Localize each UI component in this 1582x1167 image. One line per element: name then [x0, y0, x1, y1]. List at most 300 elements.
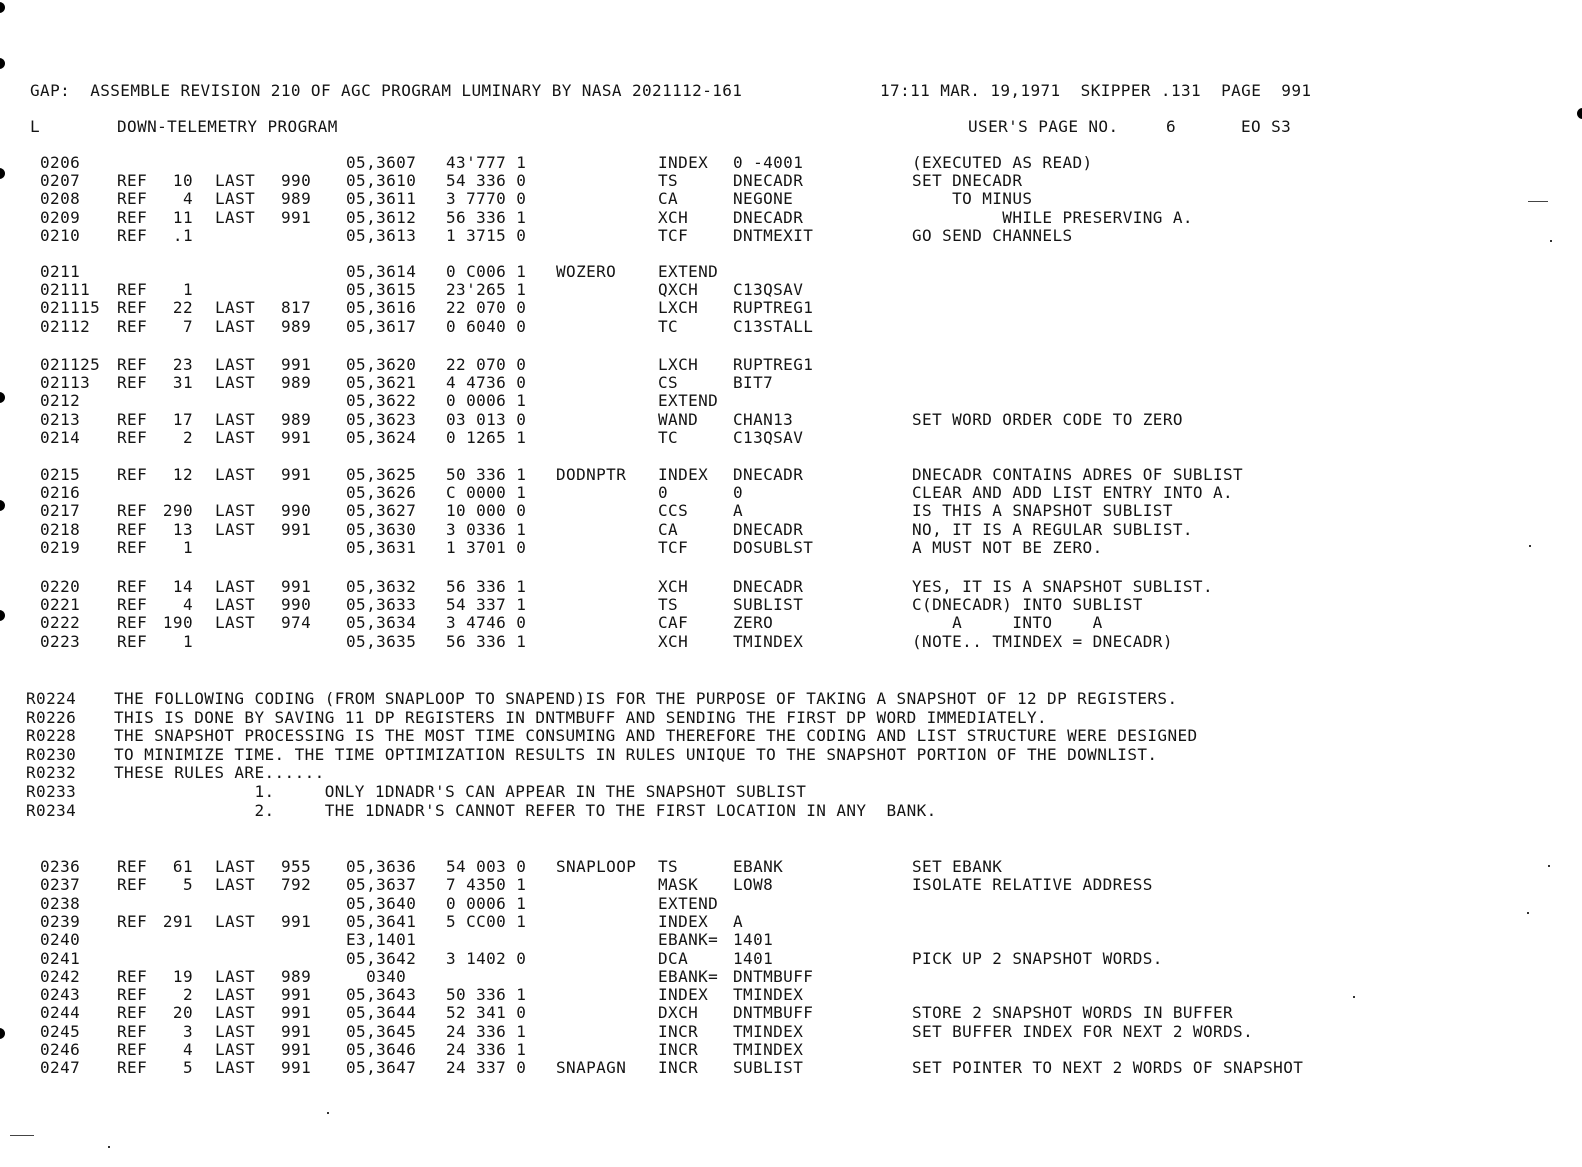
last-keyword: LAST — [215, 1058, 256, 1077]
opcode: INCR — [658, 1040, 699, 1059]
comment: SET POINTER TO NEXT 2 WORDS OF SNAPSHOT — [912, 1058, 1304, 1077]
address: 05,3610 — [346, 171, 417, 190]
opcode: XCH — [658, 208, 689, 227]
operand: CHAN13 — [733, 410, 794, 429]
ref-keyword: REF — [117, 967, 148, 986]
ref-keyword: REF — [117, 1058, 148, 1077]
ref-count: 4 — [182, 1040, 193, 1059]
opcode: INCR — [658, 1022, 699, 1041]
ref-keyword: REF — [117, 501, 148, 520]
octal-code: 1 3701 0 — [446, 538, 527, 557]
binder-hole — [0, 1028, 5, 1039]
opcode: DCA — [658, 949, 689, 968]
opcode: CCS — [658, 501, 689, 520]
last-page: 991 — [281, 428, 312, 447]
octal-code: 23'265 1 — [446, 280, 527, 299]
opcode: LXCH — [658, 355, 699, 374]
address: 05,3646 — [346, 1040, 417, 1059]
address: 05,3617 — [346, 317, 417, 336]
ref-keyword: REF — [117, 985, 148, 1004]
ref-count: 20 — [172, 1003, 193, 1022]
ref-count: 1 — [182, 280, 193, 299]
operand: DNECADR — [733, 520, 804, 539]
address: 05,3615 — [346, 280, 417, 299]
speck — [1527, 912, 1529, 914]
ref-count: 2 — [182, 428, 193, 447]
last-keyword: LAST — [215, 465, 256, 484]
octal-code: 10 000 0 — [446, 501, 527, 520]
opcode: INDEX — [658, 985, 709, 1004]
last-keyword: LAST — [215, 613, 256, 632]
last-keyword: LAST — [215, 189, 256, 208]
opcode: TS — [658, 595, 679, 614]
operand: DNECADR — [733, 171, 804, 190]
ref-keyword: REF — [117, 632, 148, 651]
operand: A — [733, 912, 744, 931]
last-keyword: LAST — [215, 595, 256, 614]
opcode: WAND — [658, 410, 699, 429]
address: 05,3633 — [346, 595, 417, 614]
ref-keyword: REF — [117, 428, 148, 447]
speck — [108, 1146, 110, 1148]
operand: RUPTREG1 — [733, 298, 814, 317]
last-keyword: LAST — [215, 1040, 256, 1059]
comment: NO, IT IS A REGULAR SUBLIST. — [912, 520, 1193, 539]
ref-count: 14 — [172, 577, 193, 596]
comment: SET BUFFER INDEX FOR NEXT 2 WORDS. — [912, 1022, 1254, 1041]
last-page: 974 — [281, 613, 312, 632]
address: 05,3624 — [346, 428, 417, 447]
address: 05,3642 — [346, 949, 417, 968]
margin-mark — [1528, 201, 1548, 202]
ref-keyword: REF — [117, 595, 148, 614]
last-keyword: LAST — [215, 857, 256, 876]
operand: BIT7 — [733, 373, 774, 392]
octal-code: 50 336 1 — [446, 465, 527, 484]
operand: C13QSAV — [733, 428, 804, 447]
octal-code: 24 336 1 — [446, 1040, 527, 1059]
operand: DNECADR — [733, 577, 804, 596]
address: 05,3622 — [346, 391, 417, 410]
opcode: XCH — [658, 632, 689, 651]
last-keyword: LAST — [215, 373, 256, 392]
address: 05,3643 — [346, 985, 417, 1004]
last-page: 991 — [281, 577, 312, 596]
address: 05,3645 — [346, 1022, 417, 1041]
last-page: 989 — [281, 373, 312, 392]
line-number: 0222 — [40, 613, 81, 632]
ref-keyword: REF — [117, 280, 148, 299]
last-keyword: LAST — [215, 208, 256, 227]
last-keyword: LAST — [215, 520, 256, 539]
remark-number: R0234 — [26, 801, 77, 820]
address: 0340 — [346, 967, 407, 986]
remark-number: R0230 — [26, 745, 77, 764]
binder-hole — [0, 168, 5, 179]
last-page: 991 — [281, 985, 312, 1004]
line-number: 0238 — [40, 894, 81, 913]
operand: C13QSAV — [733, 280, 804, 299]
comment: TO MINUS — [912, 189, 1033, 208]
operand: LOW8 — [733, 875, 774, 894]
last-page: 989 — [281, 967, 312, 986]
comment: A INTO A — [912, 613, 1103, 632]
ref-keyword: REF — [117, 410, 148, 429]
address: 05,3616 — [346, 298, 417, 317]
octal-code: 56 336 1 — [446, 577, 527, 596]
octal-code: 22 070 0 — [446, 298, 527, 317]
line-number: 0245 — [40, 1022, 81, 1041]
last-keyword: LAST — [215, 577, 256, 596]
comment: A MUST NOT BE ZERO. — [912, 538, 1103, 557]
opcode: EXTEND — [658, 262, 719, 281]
line-number: 02113 — [40, 373, 91, 392]
opcode: INDEX — [658, 153, 709, 172]
opcode: CAF — [658, 613, 689, 632]
opcode: LXCH — [658, 298, 699, 317]
operand: C13STALL — [733, 317, 814, 336]
address: 05,3607 — [346, 153, 417, 172]
remark-number: R0228 — [26, 726, 77, 745]
binder-hole — [0, 2, 5, 13]
octal-code: 0 0006 1 — [446, 894, 527, 913]
ref-keyword: REF — [117, 317, 148, 336]
header-col-l: L — [30, 117, 41, 136]
last-keyword: LAST — [215, 985, 256, 1004]
opcode: EXTEND — [658, 391, 719, 410]
comment: C(DNECADR) INTO SUBLIST — [912, 595, 1143, 614]
eo-code: EO S3 — [1241, 117, 1292, 136]
ref-count: 61 — [172, 857, 193, 876]
last-page: 991 — [281, 465, 312, 484]
header-date-page: 17:11 MAR. 19,1971 SKIPPER .131 PAGE 991 — [880, 81, 1312, 100]
last-keyword: LAST — [215, 428, 256, 447]
last-page: 989 — [281, 189, 312, 208]
octal-code: 54 337 1 — [446, 595, 527, 614]
label: SNAPLOOP — [556, 857, 637, 876]
last-keyword: LAST — [215, 171, 256, 190]
operand: DNTMBUFF — [733, 967, 814, 986]
opcode: DXCH — [658, 1003, 699, 1022]
line-number: 0239 — [40, 912, 81, 931]
opcode: INDEX — [658, 465, 709, 484]
octal-code: 0 0006 1 — [446, 391, 527, 410]
comment: ISOLATE RELATIVE ADDRESS — [912, 875, 1153, 894]
ref-count: 19 — [172, 967, 193, 986]
opcode: EBANK= — [658, 967, 719, 986]
binder-hole — [0, 58, 5, 69]
ref-keyword: REF — [117, 1022, 148, 1041]
ref-count: 23 — [172, 355, 193, 374]
comment: PICK UP 2 SNAPSHOT WORDS. — [912, 949, 1163, 968]
opcode: INCR — [658, 1058, 699, 1077]
last-keyword: LAST — [215, 317, 256, 336]
users-page-number: 6 — [1166, 117, 1177, 136]
line-number: 0213 — [40, 410, 81, 429]
opcode: TC — [658, 317, 679, 336]
octal-code: 1 3715 0 — [446, 226, 527, 245]
last-page: 990 — [281, 171, 312, 190]
opcode: TS — [658, 171, 679, 190]
comment: DNECADR CONTAINS ADRES OF SUBLIST — [912, 465, 1244, 484]
last-page: 817 — [281, 298, 312, 317]
opcode: TCF — [658, 226, 689, 245]
ref-keyword: REF — [117, 613, 148, 632]
operand: SUBLIST — [733, 1058, 804, 1077]
comment: SET WORD ORDER CODE TO ZERO — [912, 410, 1183, 429]
line-number: 0218 — [40, 520, 81, 539]
line-number: 0217 — [40, 501, 81, 520]
address: 05,3611 — [346, 189, 417, 208]
remark-number: R0232 — [26, 763, 77, 782]
address: 05,3634 — [346, 613, 417, 632]
label: DODNPTR — [556, 465, 627, 484]
line-number: 0210 — [40, 226, 81, 245]
remark-number: R0224 — [26, 689, 77, 708]
opcode: CA — [658, 189, 679, 208]
ref-keyword: REF — [117, 171, 148, 190]
operand: 0 -4001 — [733, 153, 804, 172]
ref-keyword: REF — [117, 208, 148, 227]
comment: STORE 2 SNAPSHOT WORDS IN BUFFER — [912, 1003, 1234, 1022]
address: 05,3627 — [346, 501, 417, 520]
margin-mark — [10, 1135, 34, 1136]
line-number: 02112 — [40, 317, 91, 336]
opcode: EBANK= — [658, 930, 719, 949]
address: 05,3632 — [346, 577, 417, 596]
address: 05,3625 — [346, 465, 417, 484]
last-keyword: LAST — [215, 298, 256, 317]
operand: TMINDEX — [733, 1022, 804, 1041]
opcode: TS — [658, 857, 679, 876]
comment: SET DNECADR — [912, 171, 1023, 190]
opcode: INDEX — [658, 912, 709, 931]
line-number: 0212 — [40, 391, 81, 410]
octal-code: 0 6040 0 — [446, 317, 527, 336]
line-number: 0242 — [40, 967, 81, 986]
octal-code: 50 336 1 — [446, 985, 527, 1004]
opcode: CA — [658, 520, 679, 539]
comment: IS THIS A SNAPSHOT SUBLIST — [912, 501, 1173, 520]
last-page: 991 — [281, 1022, 312, 1041]
speck — [1548, 865, 1550, 867]
ref-count: 4 — [182, 595, 193, 614]
operand: 1401 — [733, 949, 774, 968]
remark-text: 1. ONLY 1DNADR'S CAN APPEAR IN THE SNAPSHOT SUBLIST — [114, 782, 807, 801]
comment: YES, IT IS A SNAPSHOT SUBLIST. — [912, 577, 1213, 596]
last-keyword: LAST — [215, 501, 256, 520]
octal-code: 56 336 1 — [446, 632, 527, 651]
line-number: 0216 — [40, 483, 81, 502]
line-number: 0243 — [40, 985, 81, 1004]
last-page: 990 — [281, 501, 312, 520]
ref-keyword: REF — [117, 355, 148, 374]
last-keyword: LAST — [215, 410, 256, 429]
octal-code: 54 003 0 — [446, 857, 527, 876]
last-page: 989 — [281, 317, 312, 336]
remark-text: THESE RULES ARE...... — [114, 763, 325, 782]
line-number: 0236 — [40, 857, 81, 876]
line-number: 0220 — [40, 577, 81, 596]
opcode: CS — [658, 373, 679, 392]
ref-count: 13 — [172, 520, 193, 539]
line-number: 021115 — [40, 298, 101, 317]
comment: GO SEND CHANNELS — [912, 226, 1073, 245]
address: 05,3640 — [346, 894, 417, 913]
operand: 0 — [733, 483, 744, 502]
line-number: 0247 — [40, 1058, 81, 1077]
octal-code: 4 4736 0 — [446, 373, 527, 392]
line-number: 0207 — [40, 171, 81, 190]
binder-hole — [0, 610, 5, 621]
address: 05,3631 — [346, 538, 417, 557]
octal-code: 3 7770 0 — [446, 189, 527, 208]
ref-count: 5 — [182, 875, 193, 894]
address: 05,3637 — [346, 875, 417, 894]
last-page: 792 — [281, 875, 312, 894]
opcode: 0 — [658, 483, 669, 502]
opcode: XCH — [658, 577, 689, 596]
ref-keyword: REF — [117, 538, 148, 557]
comment: (NOTE.. TMINDEX = DNECADR) — [912, 632, 1173, 651]
octal-code: 52 341 0 — [446, 1003, 527, 1022]
octal-code: 54 336 0 — [446, 171, 527, 190]
ref-keyword: REF — [117, 465, 148, 484]
ref-count: 291 — [162, 912, 193, 931]
last-page: 991 — [281, 520, 312, 539]
ref-count: 31 — [172, 373, 193, 392]
ref-count: 17 — [172, 410, 193, 429]
octal-code: 3 0336 1 — [446, 520, 527, 539]
ref-count: 1 — [182, 632, 193, 651]
line-number: 0206 — [40, 153, 81, 172]
opcode: QXCH — [658, 280, 699, 299]
last-page: 991 — [281, 1058, 312, 1077]
operand: RUPTREG1 — [733, 355, 814, 374]
last-page: 991 — [281, 1003, 312, 1022]
last-keyword: LAST — [215, 912, 256, 931]
octal-code: 7 4350 1 — [446, 875, 527, 894]
ref-count: 1 — [182, 538, 193, 557]
octal-code: 5 CC00 1 — [446, 912, 527, 931]
address: 05,3636 — [346, 857, 417, 876]
operand: SUBLIST — [733, 595, 804, 614]
ref-keyword: REF — [117, 520, 148, 539]
line-number: 0221 — [40, 595, 81, 614]
address: 05,3635 — [346, 632, 417, 651]
remark-number: R0233 — [26, 782, 77, 801]
ref-count: 7 — [182, 317, 193, 336]
opcode: EXTEND — [658, 894, 719, 913]
last-page: 990 — [281, 595, 312, 614]
address: 05,3644 — [346, 1003, 417, 1022]
operand: 1401 — [733, 930, 774, 949]
octal-code: 0 C006 1 — [446, 262, 527, 281]
last-keyword: LAST — [215, 1003, 256, 1022]
ref-count: 290 — [162, 501, 193, 520]
octal-code: 24 337 0 — [446, 1058, 527, 1077]
last-page: 991 — [281, 355, 312, 374]
speck — [1529, 545, 1531, 547]
ref-count: .1 — [172, 226, 193, 245]
ref-keyword: REF — [117, 857, 148, 876]
last-page: 989 — [281, 410, 312, 429]
ref-count: 10 — [172, 171, 193, 190]
last-keyword: LAST — [215, 875, 256, 894]
line-number: 0223 — [40, 632, 81, 651]
ref-keyword: REF — [117, 577, 148, 596]
octal-code: 0 1265 1 — [446, 428, 527, 447]
octal-code: 03 013 0 — [446, 410, 527, 429]
line-number: 02111 — [40, 280, 91, 299]
operand: EBANK — [733, 857, 784, 876]
label: WOZERO — [556, 262, 617, 281]
header-title: GAP: ASSEMBLE REVISION 210 OF AGC PROGRAM LUMINARY BY NASA 2021112-161 — [30, 81, 743, 100]
remark-text: THE FOLLOWING CODING (FROM SNAPLOOP TO SNAPEND)IS FOR THE PURPOSE OF TAKING A SNAPSHOT OF 12 DP REGISTERS. — [114, 689, 1178, 708]
line-number: 0214 — [40, 428, 81, 447]
ref-count: 22 — [172, 298, 193, 317]
line-number: 0219 — [40, 538, 81, 557]
operand: A — [733, 501, 744, 520]
ref-keyword: REF — [117, 226, 148, 245]
line-number: 021125 — [40, 355, 101, 374]
remark-text: THE SNAPSHOT PROCESSING IS THE MOST TIME CONSUMING AND THEREFORE THE CODING AND LIST STRUCTURE WERE DESIGNED — [114, 726, 1198, 745]
octal-code: 24 336 1 — [446, 1022, 527, 1041]
ref-keyword: REF — [117, 298, 148, 317]
users-page-label: USER'S PAGE NO. — [968, 117, 1119, 136]
line-number: 0240 — [40, 930, 81, 949]
address: 05,3614 — [346, 262, 417, 281]
opcode: MASK — [658, 875, 699, 894]
binder-hole — [0, 500, 5, 511]
address: 05,3612 — [346, 208, 417, 227]
address: 05,3641 — [346, 912, 417, 931]
line-number: 0244 — [40, 1003, 81, 1022]
last-keyword: LAST — [215, 355, 256, 374]
address: 05,3620 — [346, 355, 417, 374]
address: 05,3647 — [346, 1058, 417, 1077]
line-number: 0209 — [40, 208, 81, 227]
address: 05,3621 — [346, 373, 417, 392]
speck — [1353, 996, 1355, 998]
operand: TMINDEX — [733, 1040, 804, 1059]
remark-text: THIS IS DONE BY SAVING 11 DP REGISTERS IN DNTMBUFF AND SENDING THE FIRST DP WORD IMMEDIATELY. — [114, 708, 1048, 727]
ref-count: 3 — [182, 1022, 193, 1041]
line-number: 0241 — [40, 949, 81, 968]
operand: ZERO — [733, 613, 774, 632]
octal-code: 3 4746 0 — [446, 613, 527, 632]
last-page: 991 — [281, 1040, 312, 1059]
ref-keyword: REF — [117, 373, 148, 392]
address: E3,1401 — [346, 930, 417, 949]
line-number: 0211 — [40, 262, 81, 281]
ref-keyword: REF — [117, 1003, 148, 1022]
ref-count: 190 — [162, 613, 193, 632]
ref-count: 5 — [182, 1058, 193, 1077]
ref-keyword: REF — [117, 875, 148, 894]
operand: DNTMEXIT — [733, 226, 814, 245]
comment: (EXECUTED AS READ) — [912, 153, 1093, 172]
comment: SET EBANK — [912, 857, 1003, 876]
binder-hole — [0, 392, 5, 403]
binder-hole-right — [1577, 108, 1582, 119]
address: 05,3613 — [346, 226, 417, 245]
octal-code: 22 070 0 — [446, 355, 527, 374]
operand: TMINDEX — [733, 632, 804, 651]
octal-code: 43'777 1 — [446, 153, 527, 172]
remark-text: 2. THE 1DNADR'S CANNOT REFER TO THE FIRST LOCATION IN ANY BANK. — [114, 801, 937, 820]
octal-code: 3 1402 0 — [446, 949, 527, 968]
